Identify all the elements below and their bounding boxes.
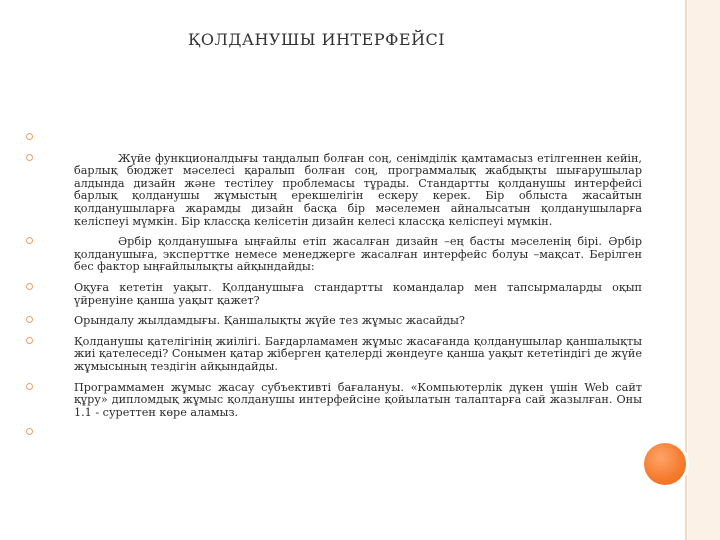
bullet-text: Программамен жұмыс жасау субъективті бағалануы. «Компьютерлік дүкен үшін Web сайт құру» дипломдық жұмыс қолданушы интерфейсіне қойылатын талаптарға сай жазылған. Оны 1.1 - суреттен көре аламыз. [74, 380, 642, 419]
bullet-lead: Әрбір қолданушыға ыңғайлы етіп жасалған дизайн –ең басты мәселенің бірі. [118, 235, 602, 249]
bullet-text: Жүйе функционалдығы таңдалып болған соң, сенімділік қамтамасыз етілгеннен кейін, барлық бюджет мәселесі қаралып болған соң, программалық жабдықты шығарушылар алдында дизайн және тестілеу проблемасы тұрады. Стандартты қолданушы интерфейсі барлық қолданушы жұмыстың ерекшелігін ескеру керек. Бір облыста жасайтын қолданушыларға жарамды дизайн басқа бір мәселемен айналысатын қолданушыларға келіспеуі мүмкін. Бір классқа келісетін дизайн келесі классқа келіспеуі мүмкін. [74, 151, 642, 228]
bullet-item-speed [22, 315, 642, 328]
bullet-item-intro [22, 153, 642, 229]
circle-bullet-icon [26, 133, 33, 140]
circle-bullet-icon [26, 316, 33, 323]
bullet-text: Әрбір қолданушыға, эксперттке немесе менеджерге жасалған интерфейс болуы –мақсат. Берілген бес фактор ыңғайлылықты айқындайды: [74, 235, 642, 274]
bullet-item-goal [22, 236, 642, 274]
bullet-list [22, 132, 642, 448]
circle-bullet-icon [26, 237, 33, 244]
circle-bullet-icon [26, 383, 33, 390]
right-decorative-strip [688, 0, 720, 540]
decorative-orange-circle [644, 443, 686, 485]
bullet-text: Қолданушы қателігінің жиілігі. Бағдарламамен жұмыс жасағанда қолданушылар қаншалықты жиі қателеседі? Сонымен қатар жіберген қателерді жөндеуге қанша уақыт кететіндігі де жүйе жұмысының тездігін айқындайды. [74, 334, 642, 373]
circle-bullet-icon [26, 154, 33, 161]
bullet-item-subjective [22, 382, 642, 420]
circle-bullet-icon [26, 428, 33, 435]
bullet-text: Орындалу жылдамдығы. Қаншалықты жүйе тез жұмыс жасайды? [74, 314, 465, 328]
circle-bullet-icon [26, 283, 33, 290]
bullet-text: Оқуға кететін уақыт. Қолданушыға стандартты командалар мен тапсырмаларды оқып үйренуіне қанша уақыт қажет? [74, 280, 642, 307]
bullet-item-error-rate [22, 336, 642, 374]
bullet-item-empty-bottom [22, 427, 642, 440]
bullet-item-empty-top [22, 132, 642, 145]
bullet-item-learning-time [22, 282, 642, 307]
circle-bullet-icon [26, 337, 33, 344]
slide-title: ҚОЛДАНУШЫ ИНТЕРФЕЙСІ [188, 30, 446, 49]
